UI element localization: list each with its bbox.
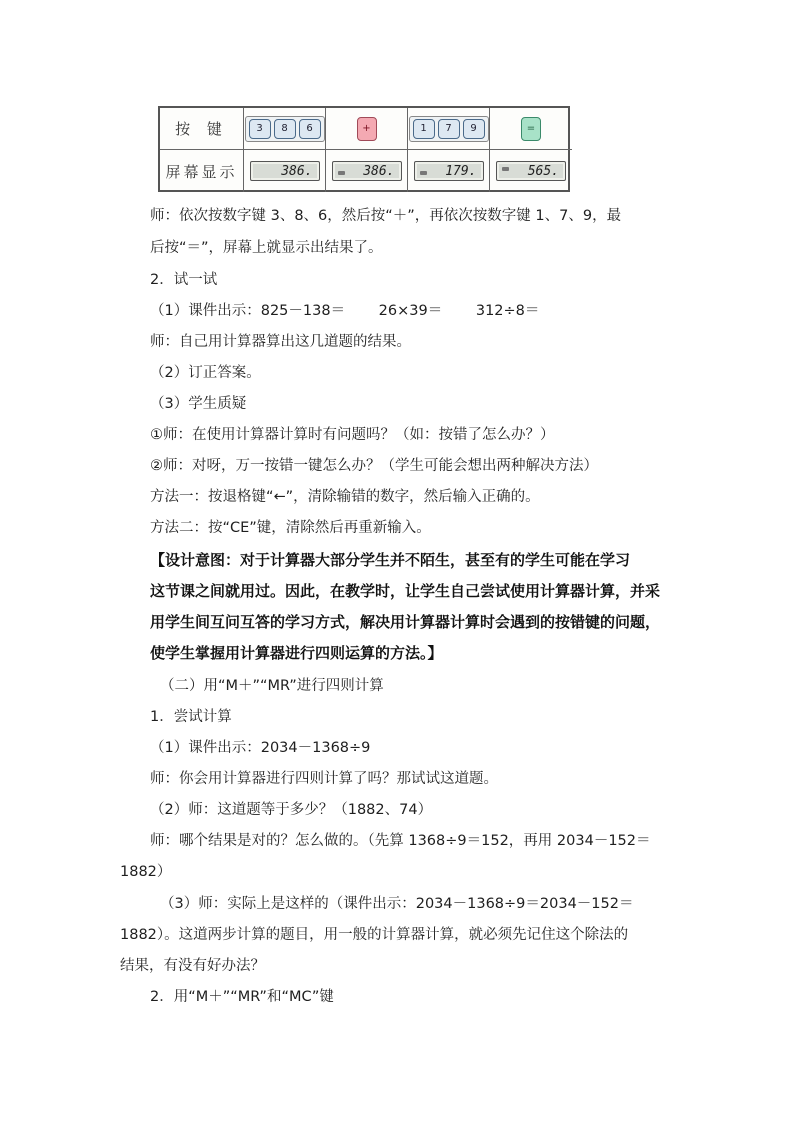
key-9: 9	[463, 119, 485, 139]
design-intent-line: 使学生掌握用计算器进行四则运算的方法。】	[150, 644, 443, 662]
paragraph-line: 师：自己用计算器算出这几道题的结果。	[150, 334, 411, 350]
screen-value: 386.	[363, 163, 395, 179]
paragraph-line: （1）课件出示：2034－1368÷9	[150, 740, 371, 756]
paragraph-line: ①师：在使用计算器计算时有问题吗？（如：按错了怎么办？）	[150, 427, 555, 443]
paragraph-line: （1）课件出示：825－138＝ 26×39＝ 312÷8＝	[150, 303, 540, 319]
keys-cell-1	[244, 108, 326, 150]
key-group-386	[245, 116, 325, 142]
paragraph-line: 方法二：按“CE”键，清除然后再重新输入。	[150, 520, 431, 536]
calculator-key-table	[158, 106, 570, 192]
paragraph-line: （3）师：实际上是这样的（课件出示：2034－1368÷9＝2034－152＝	[160, 896, 634, 912]
design-intent-line: 用学生间互问互答的学习方式，解决用计算器计算时会遇到的按错键的问题，	[150, 613, 661, 631]
paragraph-line: 结果，有没有好办法？	[120, 958, 265, 974]
design-intent-line: 【设计意图：对于计算器大部分学生并不陌生，甚至有的学生可能在学习	[150, 551, 631, 569]
display-cell-2	[326, 150, 408, 192]
paragraph-line: （2）师：这道题等于多少？（1882、74）	[150, 802, 433, 818]
calculator-screen	[414, 161, 484, 181]
key-7: 7	[438, 119, 460, 139]
calculator-screen	[332, 161, 402, 181]
paragraph-line: 师：你会用计算器进行四则计算了吗？那试试这道题。	[150, 771, 498, 787]
paragraph-line: （3）学生质疑	[150, 396, 247, 412]
screen-value: 565.	[527, 163, 559, 179]
paragraph-line: 师：依次按数字键 3、8、6，然后按“＋”，再依次按数字键 1、7、9，最	[150, 208, 622, 224]
section-heading: （二）用“M＋”“MR”进行四则计算	[160, 678, 384, 694]
row-label-keys: 按 键	[160, 108, 244, 150]
section-heading: 1．尝试计算	[150, 709, 232, 725]
paragraph-line: 方法一：按退格键“←”，清除输错的数字，然后输入正确的。	[150, 489, 540, 505]
memory-indicator-icon	[338, 171, 345, 175]
key-3: 3	[249, 119, 271, 139]
design-intent-line: 这节课之间就用过。因此，在教学时，让学生自己尝试使用计算器计算，并采	[150, 582, 661, 600]
key-group-179	[409, 116, 489, 142]
section-heading: 2．用“M＋”“MR”和“MC”键	[150, 989, 334, 1005]
key-plus: +	[357, 117, 377, 141]
section-heading: 2．试一试	[150, 272, 218, 288]
paragraph-line: （2）订正答案。	[150, 365, 261, 381]
display-cell-3	[408, 150, 490, 192]
memory-indicator-icon	[420, 171, 427, 175]
paragraph-line: 后按“＝”，屏幕上就显示出结果了。	[150, 240, 383, 256]
calculator-screen: 386.	[250, 161, 320, 181]
keys-cell-3	[408, 108, 490, 150]
paragraph-line: ②师：对呀，万一按错一键怎么办？（学生可能会想出两种解决方法）	[150, 458, 598, 474]
screen-value: 179.	[445, 163, 477, 179]
row-label-display: 屏幕显示	[160, 150, 244, 192]
keys-cell-2	[326, 108, 408, 150]
key-6: 6	[299, 119, 321, 139]
calculator-screen	[496, 161, 566, 181]
keys-cell-4	[490, 108, 572, 150]
memory-indicator-icon	[502, 167, 509, 171]
display-cell-1	[244, 150, 326, 192]
paragraph-line: 1882）	[120, 864, 172, 880]
key-8: 8	[274, 119, 296, 139]
display-cell-4	[490, 150, 572, 192]
paragraph-line: 1882）。这道两步计算的题目，用一般的计算器计算，就必须先记住这个除法的	[120, 927, 629, 943]
key-1: 1	[413, 119, 435, 139]
key-equals: =	[521, 117, 541, 141]
paragraph-line: 师：哪个结果是对的？怎么做的。（先算 1368÷9＝152，再用 2034－152＝	[150, 833, 651, 849]
